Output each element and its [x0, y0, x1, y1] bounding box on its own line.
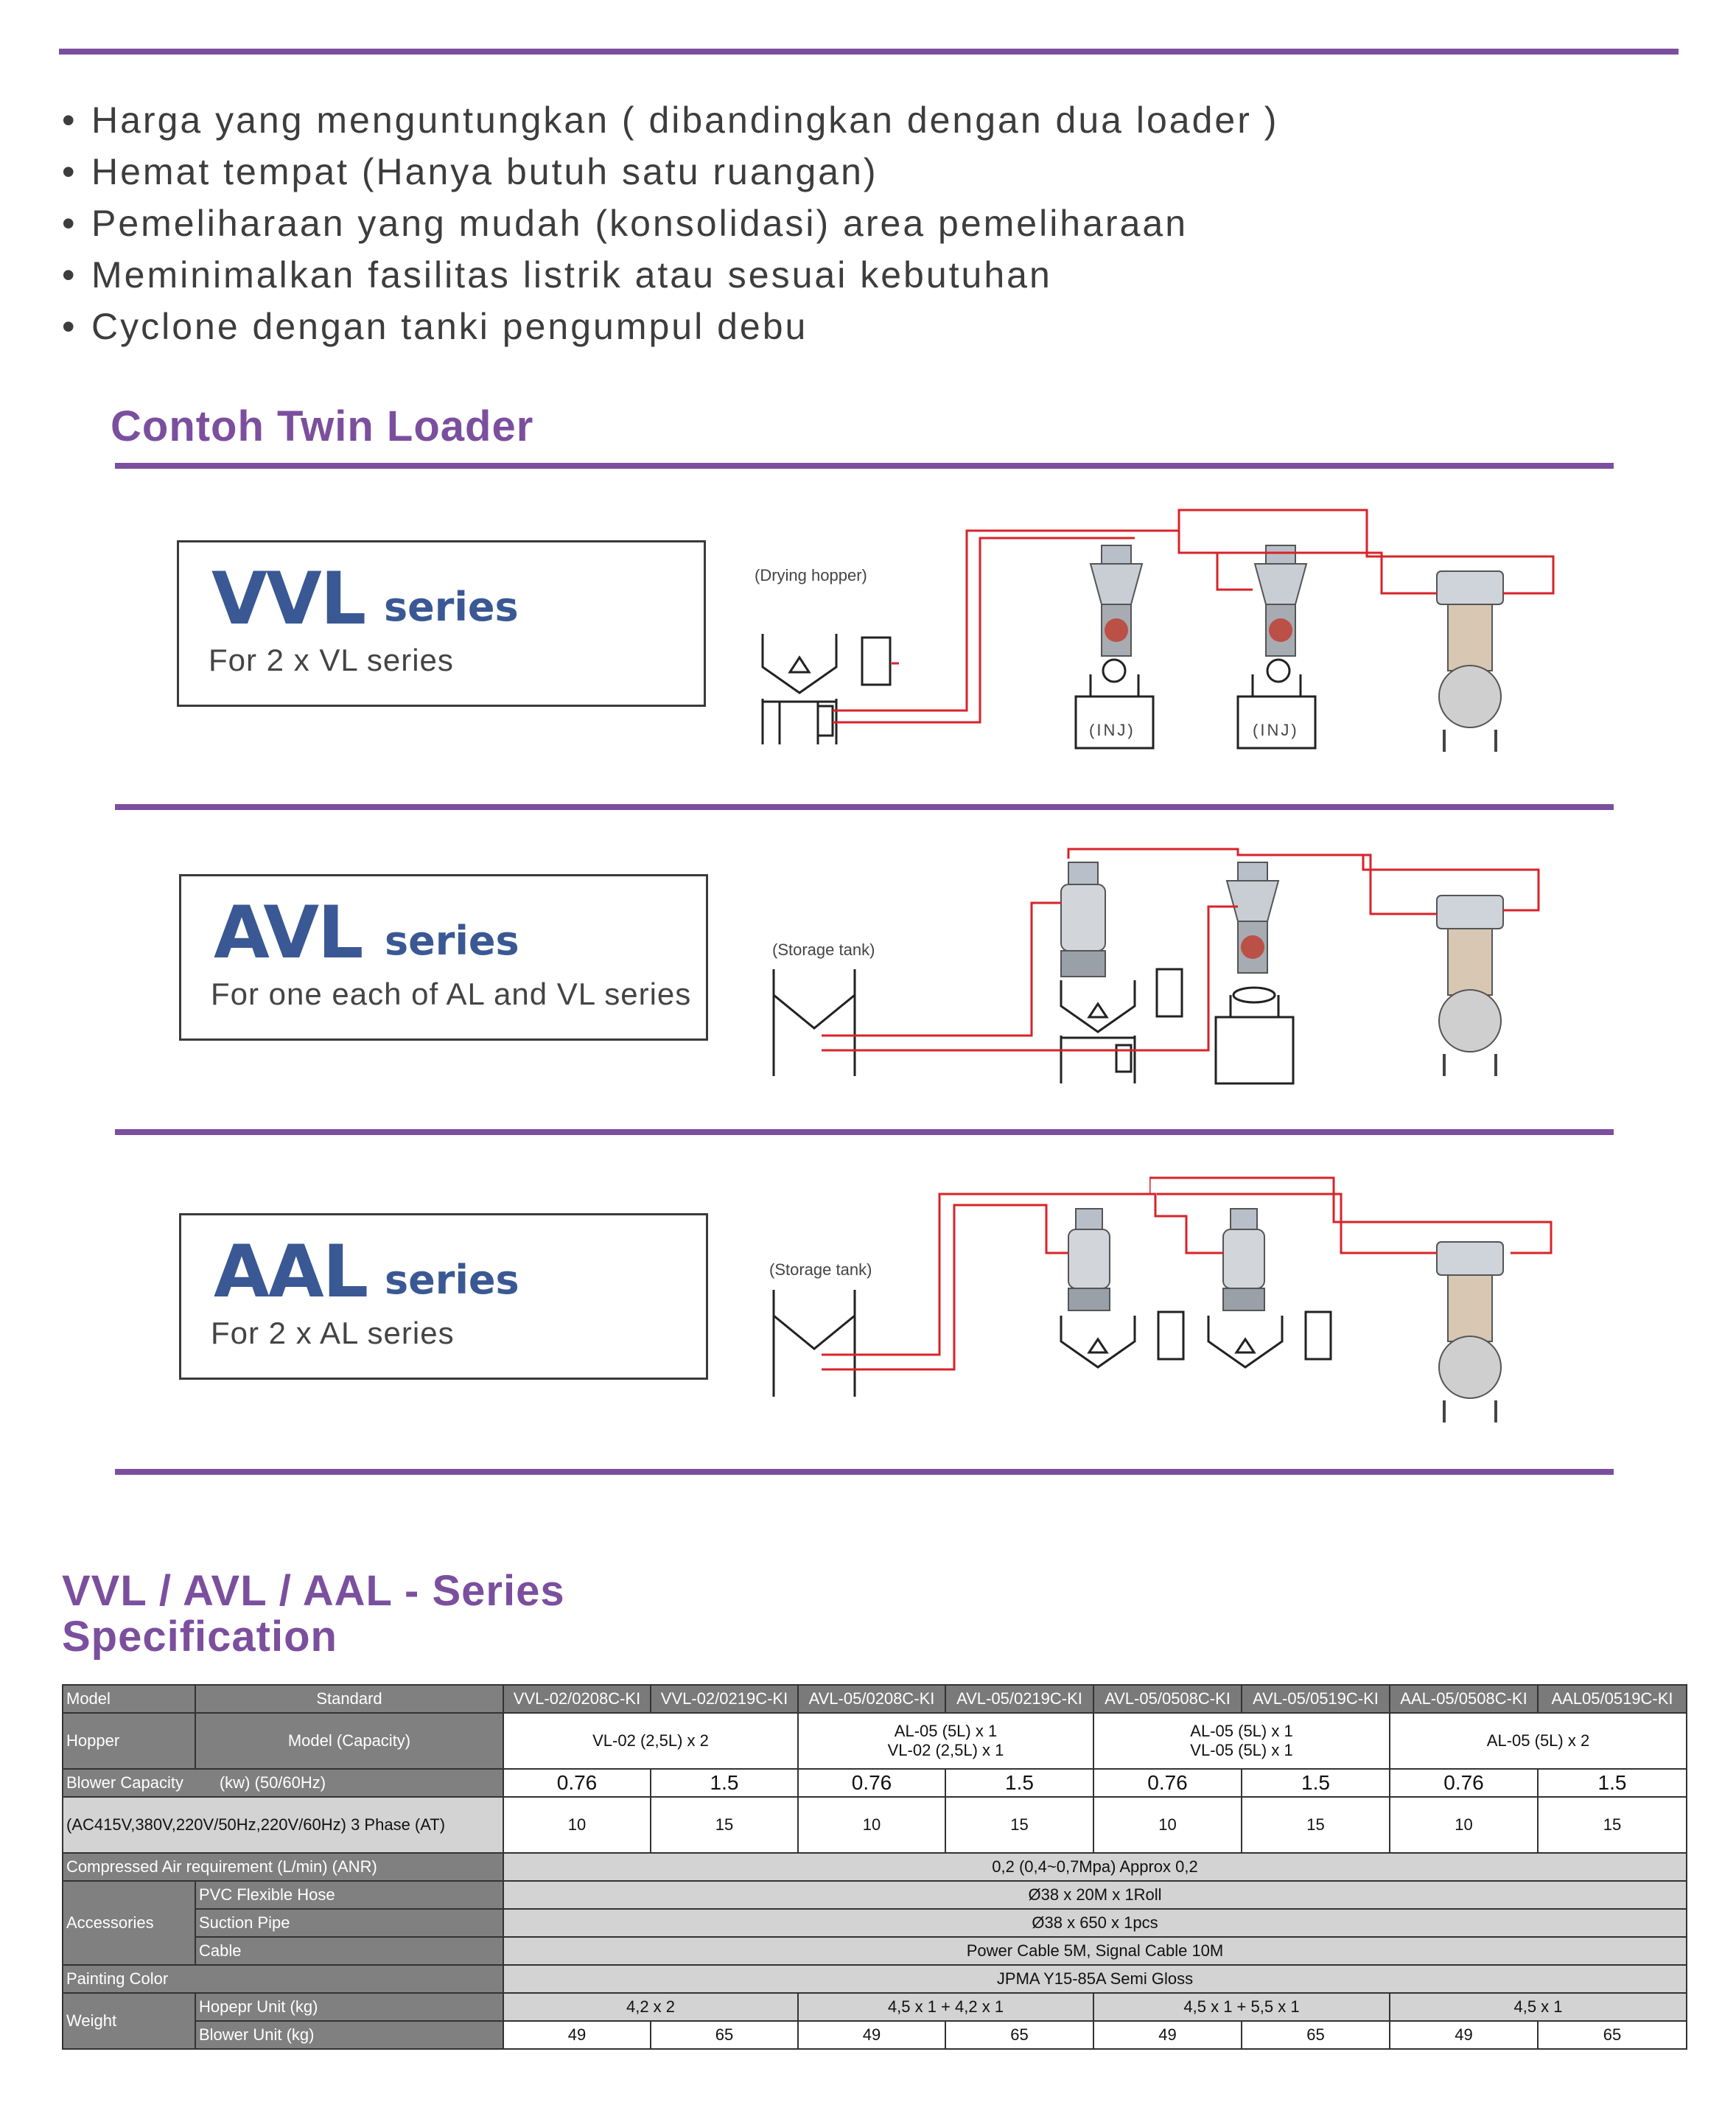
table-cell: 10	[1093, 1797, 1242, 1853]
table-row	[63, 1853, 1687, 1881]
table-header-row	[63, 1685, 1687, 1713]
table-cell: 65	[1242, 2021, 1390, 2049]
table-cell: 0.76	[503, 1769, 651, 1797]
table-cell: 15	[1242, 1797, 1390, 1853]
table-cell-line: AL-05 (5L) x 1	[1190, 1722, 1293, 1740]
series-word: series	[385, 1257, 519, 1303]
vacuum-loader-icon	[1091, 545, 1142, 656]
table-cell: VL-02 (2,5L) x 2	[503, 1713, 798, 1769]
table-cell: Suction Pipe	[195, 1909, 503, 1937]
inj-label: (INJ)	[1253, 721, 1299, 739]
feature-item: • Cyclone dengan tanki pengumpul debu	[62, 306, 808, 347]
feature-item: • Meminimalkan fasilitas listrik atau sesuai kebutuhan	[62, 254, 1052, 296]
table-cell: 49	[1093, 2021, 1242, 2049]
table-cell-line: AL-05 (5L) x 1	[894, 1722, 998, 1740]
blower-unit-icon	[1437, 896, 1503, 1076]
table-cell: Weight	[63, 1993, 195, 2049]
table-cell-line: VL-05 (5L) x 1	[1190, 1741, 1293, 1759]
table-cell: PVC Flexible Hose	[195, 1881, 503, 1909]
table-row	[63, 1769, 1687, 1797]
table-cell: Standard	[195, 1685, 503, 1713]
table-cell: (AC415V,380V,220V/50Hz,220V/60Hz) 3 Phase (AT)	[63, 1797, 503, 1853]
tank-label: (Storage tank)	[772, 940, 875, 959]
storage-tank-icon	[774, 969, 855, 1076]
blower-unit-icon	[1437, 1242, 1503, 1422]
table-cell: Blower Unit (kg)	[195, 2021, 503, 2049]
table-row	[63, 1713, 1687, 1769]
table-cell: 49	[798, 2021, 945, 2049]
table-cell: 65	[651, 2021, 798, 2049]
series-subtitle: For 2 x VL series	[209, 643, 454, 677]
table-cell: Model (Capacity)	[195, 1713, 503, 1769]
inj-label: (INJ)	[1089, 721, 1135, 739]
table-cell: Accessories	[63, 1881, 195, 1965]
drying-hopper-icon	[763, 634, 890, 744]
table-cell: AVL-05/0219C-KI	[945, 1685, 1093, 1713]
section-divider	[115, 1469, 1614, 1475]
table-cell: 4,2 x 2	[503, 1993, 798, 2021]
section-divider	[115, 1129, 1614, 1135]
table-cell: VVL-02/0219C-KI	[651, 1685, 798, 1713]
section-divider	[115, 804, 1614, 810]
table-cell-line: VL-02 (2,5L) x 1	[887, 1741, 1004, 1759]
table-cell: Hopper	[63, 1713, 195, 1769]
vacuum-loader-icon	[1227, 862, 1278, 973]
spec-table	[62, 1684, 1687, 2050]
vacuum-loader-icon	[1068, 1209, 1110, 1310]
table-cell	[798, 1713, 1093, 1769]
blower-unit-icon	[1437, 571, 1503, 752]
table-row	[63, 1881, 1687, 1909]
top-divider	[59, 49, 1679, 55]
dryer-icon	[1061, 1312, 1331, 1367]
spec-title	[62, 1568, 565, 1660]
series-name: VVL	[211, 557, 365, 641]
table-cell: Blower Capacity (kw) (50/60Hz)	[63, 1769, 503, 1797]
dryer-icon	[1061, 969, 1182, 1083]
table-cell: 10	[798, 1797, 945, 1853]
table-cell: 10	[503, 1797, 651, 1853]
table-cell: Model	[63, 1685, 195, 1713]
series-name: AAL	[214, 1230, 368, 1314]
table-cell: 15	[945, 1797, 1093, 1853]
table-cell: AL-05 (5L) x 2	[1390, 1713, 1687, 1769]
table-cell: 1.5	[1242, 1769, 1390, 1797]
table-cell: Hopepr Unit (kg)	[195, 1993, 503, 2021]
table-row	[63, 1909, 1687, 1937]
table-cell: Power Cable 5M, Signal Cable 10M	[503, 1937, 1687, 1965]
table-row	[63, 1965, 1687, 1993]
section-title: Contoh Twin Loader	[111, 402, 534, 450]
table-cell: 1.5	[1538, 1769, 1687, 1797]
feature-item: • Hemat tempat (Hanya butuh satu ruangan)	[62, 151, 878, 192]
table-cell: 0.76	[798, 1769, 945, 1797]
table-cell: 15	[1538, 1797, 1687, 1853]
table-cell: AVL-05/0519C-KI	[1242, 1685, 1390, 1713]
table-cell: Compressed Air requirement (L/min) (ANR)	[63, 1853, 503, 1881]
feature-item: • Pemeliharaan yang mudah (konsolidasi) area pemeliharaan	[62, 203, 1188, 244]
table-row	[63, 1993, 1687, 2021]
storage-tank-icon	[774, 1290, 855, 1397]
spec-title-line: VVL / AVL / AAL - Series	[62, 1567, 565, 1615]
table-cell: Cable	[195, 1937, 503, 1965]
spec-title-line: Specification	[62, 1613, 337, 1661]
tank-label: (Drying hopper)	[755, 566, 867, 584]
table-row	[63, 1797, 1687, 1853]
series-name: AVL	[214, 891, 363, 975]
table-cell: Ø38 x 20M x 1Roll	[503, 1881, 1687, 1909]
injection-machine-icon	[1216, 988, 1293, 1083]
aal-series-box	[179, 1213, 708, 1380]
table-cell: Ø38 x 650 x 1pcs	[503, 1909, 1687, 1937]
table-cell: 49	[503, 2021, 651, 2049]
avl-series-box	[179, 874, 708, 1041]
table-cell: 10	[1390, 1797, 1538, 1853]
pipe-lines	[822, 849, 1539, 1050]
feature-item: • Harga yang menguntungkan ( dibandingkan dengan dua loader )	[62, 100, 1279, 141]
table-cell: AVL-05/0508C-KI	[1093, 1685, 1242, 1713]
table-row	[63, 1937, 1687, 1965]
table-cell: 15	[651, 1797, 798, 1853]
table-cell: 49	[1390, 2021, 1538, 2049]
table-cell: 0.76	[1390, 1769, 1538, 1797]
vacuum-loader-icon	[1061, 862, 1105, 977]
feature-list	[62, 94, 1278, 352]
table-cell: 65	[1538, 2021, 1687, 2049]
aal-pipes-extra	[1149, 1172, 1562, 1268]
table-cell: 4,5 x 1	[1390, 1993, 1687, 2021]
table-cell: 4,5 x 1 + 4,2 x 1	[798, 1993, 1093, 2021]
series-subtitle: For 2 x AL series	[211, 1316, 455, 1350]
table-cell: 1.5	[651, 1769, 798, 1797]
avl-diagram	[752, 840, 1651, 1091]
table-cell: Painting Color	[63, 1965, 503, 1993]
table-cell: AAL05/0519C-KI	[1538, 1685, 1687, 1713]
table-cell: VVL-02/0208C-KI	[503, 1685, 651, 1713]
table-cell: AVL-05/0208C-KI	[798, 1685, 945, 1713]
vvl-diagram	[737, 501, 1651, 767]
table-cell	[1093, 1713, 1390, 1769]
table-cell: 0,2 (0,4~0,7Mpa) Approx 0,2	[503, 1853, 1687, 1881]
table-cell: AAL-05/0508C-KI	[1390, 1685, 1538, 1713]
vvl-series-box	[177, 540, 706, 707]
table-cell: JPMA Y15-85A Semi Gloss	[503, 1965, 1687, 1993]
vacuum-loader-icon	[1255, 545, 1306, 656]
table-row	[63, 2021, 1687, 2049]
table-cell: 1.5	[945, 1769, 1093, 1797]
tank-label: (Storage tank)	[769, 1260, 872, 1279]
table-cell: 65	[945, 2021, 1093, 2049]
section-divider	[115, 463, 1614, 469]
series-word: series	[385, 918, 519, 964]
series-subtitle: For one each of AL and VL series	[211, 977, 692, 1011]
series-word: series	[384, 584, 519, 630]
table-cell: 0.76	[1093, 1769, 1242, 1797]
table-cell: 4,5 x 1 + 5,5 x 1	[1093, 1993, 1390, 2021]
